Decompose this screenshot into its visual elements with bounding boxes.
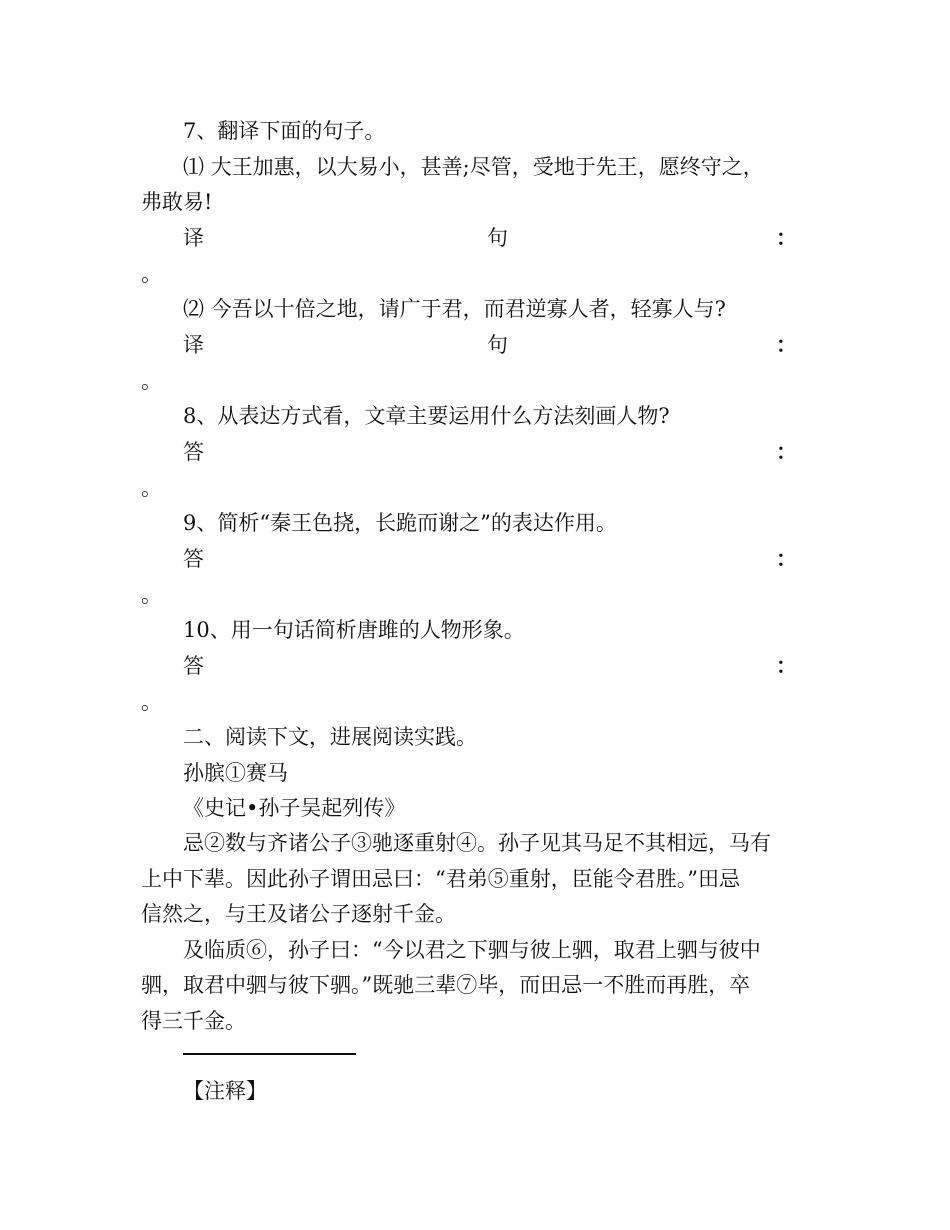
translation-label: 译 xyxy=(183,333,204,357)
answer-line-9 xyxy=(183,545,797,573)
end-mark: 。 xyxy=(141,369,162,393)
paragraph-2-line-1: 及临质⑥，孙子曰：“今以君之下驷与彼上驷，取君上驷与彼中 xyxy=(183,938,761,962)
paragraph-1-line-3: 信然之，与王及诸公子逐射千金。 xyxy=(141,902,456,926)
footnote-separator xyxy=(183,1053,356,1055)
paragraph-1-line-2: 上中下辈。因此孙子谓田忌曰：“君弟⑤重射，臣能令君胜。”田忌 xyxy=(141,867,740,891)
question-7-sentence-1: ⑴ 大王加惠，以大易小，甚善;尽管，受地于先王，愿终守之， xyxy=(183,155,764,179)
answer-line-8 xyxy=(183,438,797,466)
translation-line-2 xyxy=(183,331,797,359)
answer-label: 答 xyxy=(183,654,204,678)
end-mark: 。 xyxy=(141,583,162,607)
translation-label: 译 xyxy=(183,226,204,250)
end-mark: 。 xyxy=(141,262,162,286)
paragraph-2-line-3: 得三千金。 xyxy=(141,1009,246,1033)
question-7-sentence-1-cont: 弗敢易! xyxy=(141,190,213,214)
answer-label: 答 xyxy=(183,547,204,571)
question-7-sentence-2: ⑵ 今吾以十倍之地，请广于君，而君逆寡人者，轻寡人与? xyxy=(183,297,726,321)
end-mark: 。 xyxy=(141,476,162,500)
end-mark: 。 xyxy=(141,690,162,714)
section-2-heading: 二、阅读下文，进展阅读实践。 xyxy=(183,725,477,749)
colon-mark: ： xyxy=(776,653,797,678)
answer-label: 答 xyxy=(183,440,204,464)
question-7-title: 7、翻译下面的句子。 xyxy=(183,119,386,143)
notes-label: 【注释】 xyxy=(183,1079,267,1103)
story-source: 《史记•孙子吴起列传》 xyxy=(183,796,406,820)
question-9-title: 9、简析“秦王色挠，长跪而谢之”的表达作用。 xyxy=(183,511,617,535)
translation-line-1 xyxy=(183,224,797,252)
sentence-label: 句 xyxy=(487,226,508,250)
colon-mark: ： xyxy=(776,546,797,571)
colon-mark: ： xyxy=(776,439,797,464)
colon-mark: ： xyxy=(776,332,797,357)
sentence-label: 句 xyxy=(487,333,508,357)
question-8-title: 8、从表达方式看，文章主要运用什么方法刻画人物? xyxy=(183,404,670,428)
paragraph-1-line-1: 忌②数与齐诸公子③驰逐重射④。孙子见其马足不其相远，马有 xyxy=(183,831,771,855)
question-10-title: 10、用一句话简析唐雎的人物形象。 xyxy=(183,618,525,642)
answer-line-10 xyxy=(183,652,797,680)
paragraph-2-line-2: 驷，取君中驷与彼下驷。”既驰三辈⑦毕，而田忌一不胜而再胜，卒 xyxy=(141,973,751,997)
story-title: 孙膑①赛马 xyxy=(183,761,288,785)
colon-mark: ： xyxy=(776,225,797,250)
